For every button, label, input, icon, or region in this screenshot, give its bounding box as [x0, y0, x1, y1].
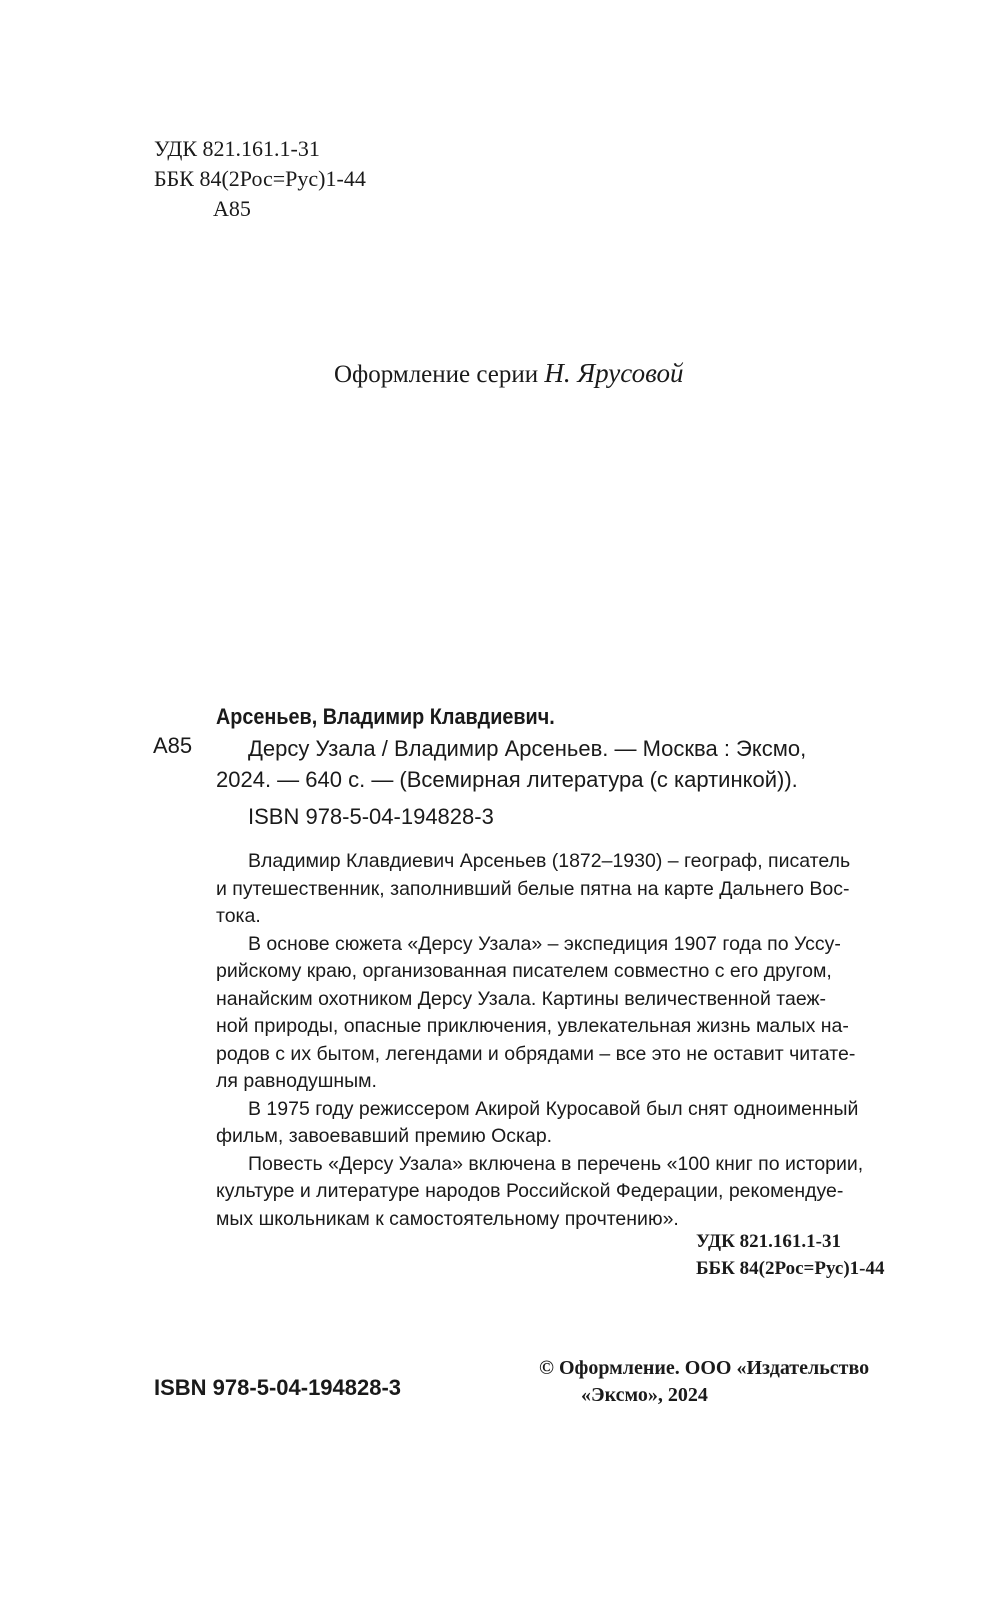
author-sign-top: А85: [213, 196, 251, 221]
abstract-paragraph-3: [216, 1096, 916, 1151]
abstract-line: фильм, завоевавший премию Оскар.: [216, 1125, 553, 1147]
catalog-line-2: 2024. — 640 с. — (Всемирная литература (с картинкой)).: [216, 767, 798, 792]
abstract-line: ной природы, опасные приключения, увлекательная жизнь малых на-: [216, 1015, 849, 1037]
copyright-notice: [539, 1355, 869, 1409]
bbk-code-top: ББК 84(2Рос=Рус)1-44: [154, 166, 366, 191]
abstract-line: мых школьникам к самостоятельному прочтению».: [216, 1207, 679, 1230]
abstract-paragraph-4: [216, 1151, 916, 1234]
catalog-line-1: Дерсу Узала / Владимир Арсеньев. — Москва : Эксмо,: [248, 736, 807, 761]
abstract-line: Владимир Клавдиевич Арсеньев (1872–1930) – географ, писатель: [248, 850, 851, 872]
catalog-author-sign: А85: [153, 733, 193, 758]
copyright-line-1: © Оформление. ООО «Издательство: [539, 1357, 870, 1379]
series-design-credit: [334, 358, 683, 389]
abstract-line: рийскому краю, организованная писателем совместно с его другом,: [216, 960, 832, 982]
abstract-line: ля равнодушным.: [216, 1070, 377, 1092]
copyright-line-2: «Эксмо», 2024: [581, 1384, 708, 1406]
catalog-description: [216, 733, 916, 795]
abstract-line: тока.: [216, 905, 261, 927]
catalog-author: Арсеньев, Владимир Клавдиевич.: [216, 704, 555, 729]
bbk-code-bottom: ББК 84(2Рос=Рус)1-44: [696, 1258, 885, 1279]
abstract-paragraph-1: [216, 848, 916, 931]
isbn-bottom: ISBN 978-5-04-194828-3: [154, 1375, 402, 1400]
abstract-line: и путешественник, заполнивший белые пятна на карте Дальнего Вос-: [216, 877, 850, 900]
abstract-line: В 1975 году режиссером Акирой Куросавой был снят одноименный: [248, 1097, 859, 1120]
abstract-line: родов с их бытом, легендами и обрядами – все это не оставит читате-: [216, 1042, 856, 1065]
series-credit-prefix: Оформление серии: [334, 361, 539, 388]
abstract-line: В основе сюжета «Дерсу Узала» – экспедиция 1907 года по Уссу-: [248, 932, 841, 955]
book-abstract: [216, 848, 916, 1233]
udk-code-bottom: УДК 821.161.1-31: [696, 1231, 841, 1252]
abstract-line: Повесть «Дерсу Узала» включена в перечень «100 книг по истории,: [248, 1152, 864, 1175]
abstract-line: нанайским охотником Дерсу Узала. Картины величественной таеж-: [216, 987, 826, 1010]
abstract-line: культуре и литературе народов Российской Федерации, рекомендуе-: [216, 1180, 844, 1202]
abstract-paragraph-2: [216, 931, 916, 1096]
catalog-isbn: ISBN 978-5-04-194828-3: [248, 804, 494, 829]
series-designer-name: Н. Ярусовой: [544, 358, 684, 388]
udk-code-top: УДК 821.161.1-31: [154, 136, 320, 161]
